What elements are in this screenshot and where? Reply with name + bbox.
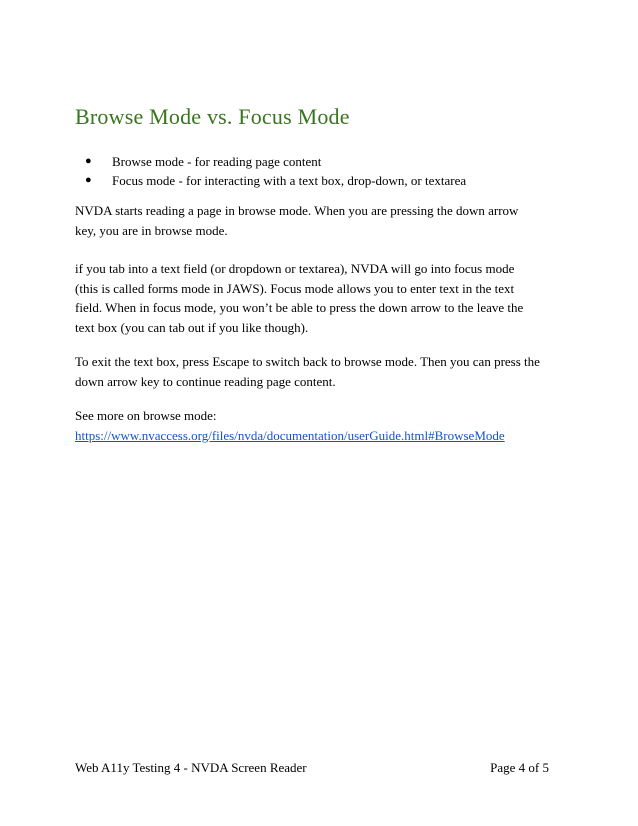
focus-mode-paragraph xyxy=(75,259,523,337)
list-item-text: Focus mode - for interacting with a text box, drop-down, or textarea xyxy=(112,173,467,188)
list-item-text: Browse mode - for reading page content xyxy=(112,154,322,169)
paragraph-line: NVDA starts reading a page in browse mode. When you are pressing the down arrow xyxy=(75,203,519,218)
see-more-paragraph xyxy=(75,406,505,445)
list-item xyxy=(75,152,466,171)
paragraph-line: down arrow key to continue reading page content. xyxy=(75,373,336,389)
paragraph-line: key, you are in browse mode. xyxy=(75,222,228,238)
paragraph-line: field. When in focus mode, you won’t be able to press the down arrow to the leave the xyxy=(75,300,524,315)
see-more-label: See more on browse mode: xyxy=(75,408,217,423)
paragraph-line: To exit the text box, press Escape to switch back to browse mode. Then you can press the xyxy=(75,354,540,369)
paragraph-line: text box (you can tab out if you like though). xyxy=(75,319,309,335)
bullet-icon: ● xyxy=(85,155,92,167)
paragraph-line: if you tab into a text field (or dropdown or textarea), NVDA will go into focus mode xyxy=(75,261,515,276)
browse-mode-docs-link[interactable]: https://www.nvaccess.org/files/nvda/documentation/userGuide.html#BrowseMode xyxy=(75,427,505,443)
footer-page-number: Page 4 of 5 xyxy=(490,760,549,775)
bullet-icon: ● xyxy=(85,174,92,186)
browse-mode-paragraph xyxy=(75,201,518,240)
page-heading: Browse Mode vs. Focus Mode xyxy=(75,104,350,129)
footer-document-title: Web A11y Testing 4 - NVDA Screen Reader xyxy=(75,760,307,775)
exit-textbox-paragraph xyxy=(75,352,540,391)
mode-bullet-list xyxy=(75,152,466,190)
list-item xyxy=(75,171,466,190)
paragraph-line: (this is called forms mode in JAWS). Focus mode allows you to enter text in the text xyxy=(75,280,515,296)
